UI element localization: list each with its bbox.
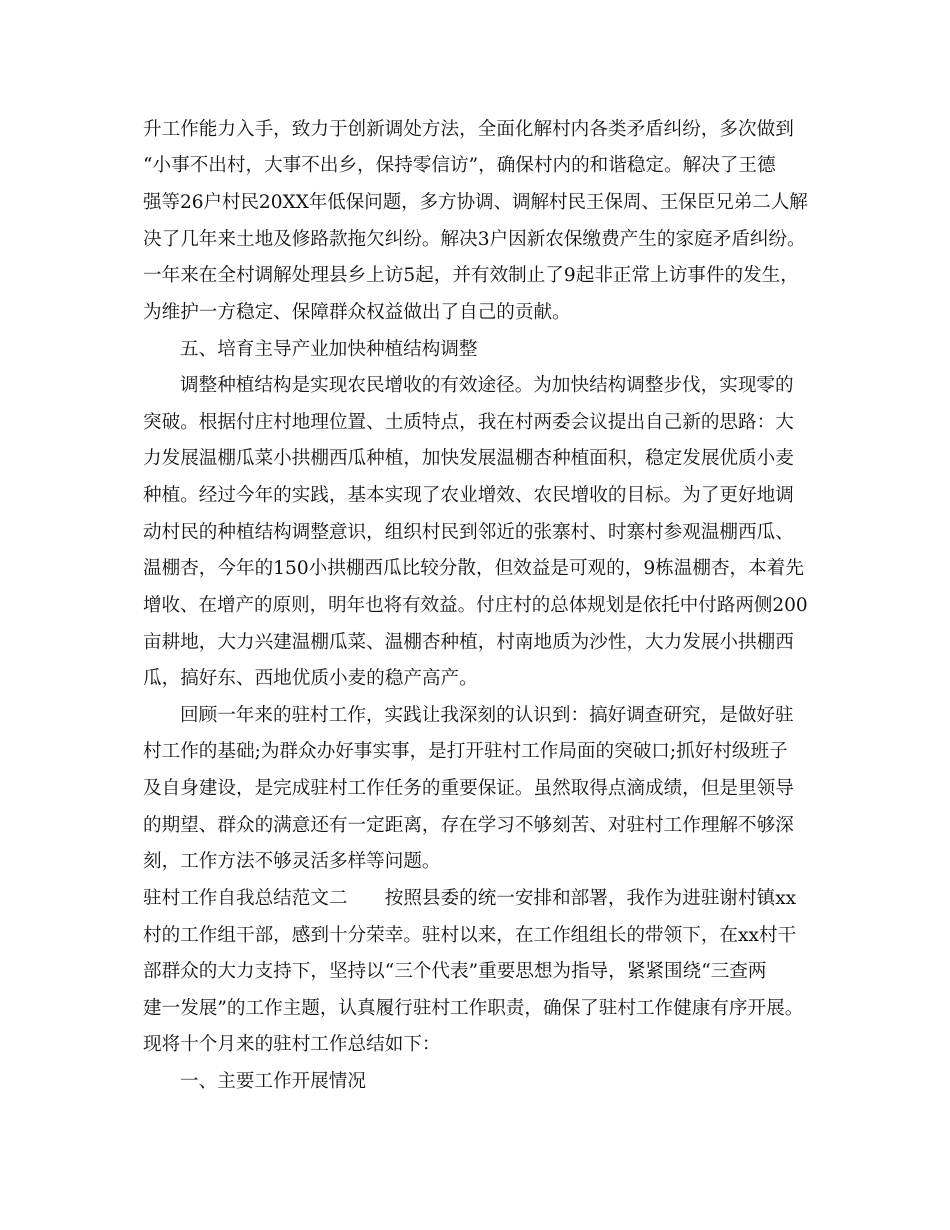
text-line-13: 温棚杏，今年的150小拱棚西瓜比较分散，但效益是可观的，9栋温棚杏，本着先 [143, 558, 804, 579]
text-line-20: 的期望、群众的满意还有一定距离，存在学习不够刻苦、对驻村工作理解不够深 [143, 815, 794, 836]
text-line-18: 村工作的基础;为群众办好事实事，是打开驻村工作局面的突破口;抓好村级班子 [143, 741, 788, 762]
text-line-17: 回顾一年来的驻村工作，实践让我深刻的认识到：搞好调查研究，是做好驻 [180, 705, 794, 726]
text-line-22: 驻村工作自我总结范文二 按照县委的统一安排和部署，我作为进驻谢村镇xx [143, 888, 797, 909]
text-line-2: “小事不出村，大事不出乡，保持零信访”，确保村内的和谐稳定。解决了王德 [143, 155, 776, 176]
text-line-26: 现将十个月来的驻村工作总结如下： [143, 1034, 441, 1055]
text-line-8: 调整种植结构是实现农民增收的有效途径。为加快结构调整步伐，实现零的 [180, 375, 794, 396]
text-line-4: 决了几年来土地及修路款拖欠纠纷。解决3户因新农保缴费产生的家庭矛盾纠纷。 [143, 229, 806, 250]
text-line-12: 动村民的种植结构调整意识，组织村民到邻近的张寨村、时寨村参观温棚西瓜、 [143, 522, 794, 543]
text-line-6: 为维护一方稳定、保障群众权益做出了自己的贡献。 [143, 302, 571, 323]
text-line-15: 亩耕地，大力兴建温棚瓜菜、温棚杏种植，村南地质为沙性，大力发展小拱棚西 [143, 632, 794, 653]
text-line-25: 建一发展”的工作主题，认真履行驻村工作职责，确保了驻村工作健康有序开展。 [143, 998, 804, 1019]
text-line-14: 增收、在增产的原则，明年也将有效益。付庄村的总体规划是依托中付路两侧200 [143, 595, 808, 616]
text-line-9: 突破。根据付庄村地理位置、土质特点，我在村两委会议提出自己新的思路：大 [143, 412, 794, 433]
text-line-5: 一年来在全村调解处理县乡上访5起，并有效制止了9起非正常上访事件的发生， [143, 265, 799, 286]
text-line-23: 村的工作组干部，感到十分荣幸。驻村以来，在工作组组长的带领下，在xx村干 [143, 925, 797, 946]
text-line-3: 强等26户村民20XX年低保问题，多方协调、调解村民王保周、王保臣兄弟二人解 [143, 192, 808, 213]
text-line-1: 升工作能力入手，致力于创新调处方法，全面化解村内各类矛盾纠纷，多次做到 [143, 119, 794, 140]
section-heading-1: 一、主要工作开展情况 [180, 1071, 366, 1092]
text-line-11: 种植。经过今年的实践，基本实现了农业增效、农民增收的目标。为了更好地调 [143, 485, 794, 506]
section-heading-5: 五、培育主导产业加快种植结构调整 [180, 339, 478, 360]
text-line-16: 瓜，搞好东、西地优质小麦的稳产高产。 [143, 668, 478, 689]
text-line-24: 部群众的大力支持下，坚持以“三个代表”重要思想为指导，紧紧围绕“三查两 [143, 961, 767, 982]
text-line-10: 力发展温棚瓜菜小拱棚西瓜种植，加快发展温棚杏种植面积，稳定发展优质小麦 [143, 448, 794, 469]
text-line-21: 刻，工作方法不够灵活多样等问题。 [143, 851, 441, 872]
text-line-19: 及自身建设，是完成驻村工作任务的重要保证。虽然取得点滴成绩，但是里领导 [143, 778, 794, 799]
